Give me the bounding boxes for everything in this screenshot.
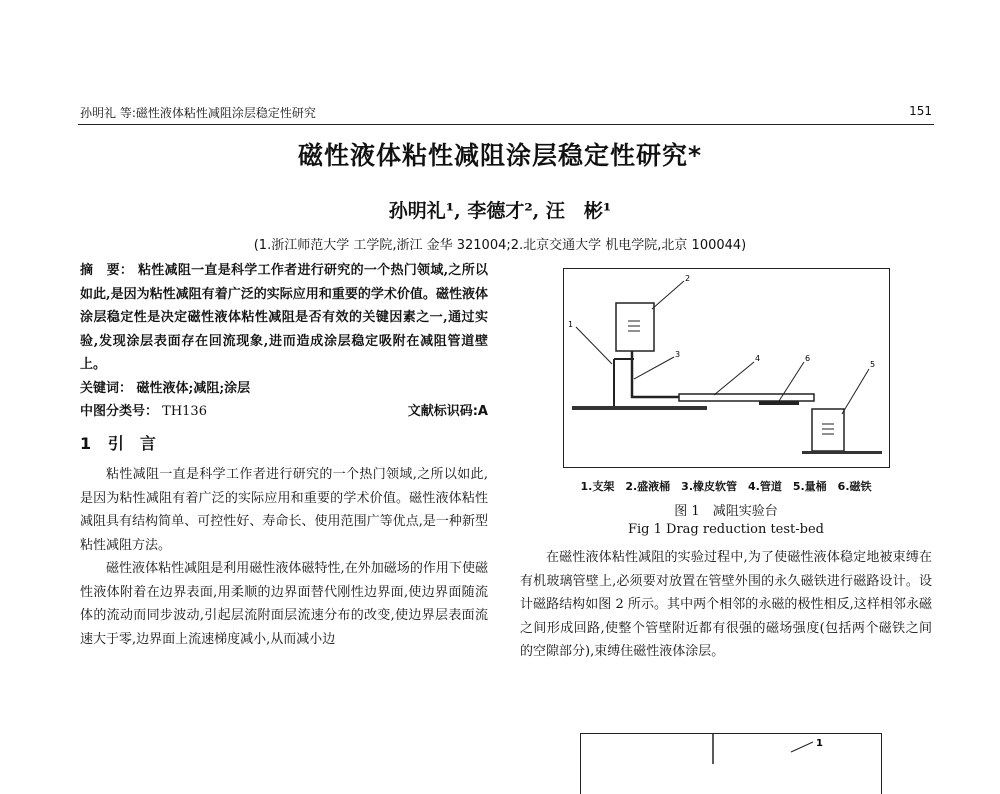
figure-label: 2 (685, 274, 691, 283)
left-column (80, 259, 488, 651)
figure-1 (563, 268, 890, 468)
affiliations: (1.浙江师范大学 工学院,浙江 金华 321004;2.北京交通大学 机电学院,北京 100044) (253, 238, 747, 253)
section-number: 1 (80, 433, 92, 453)
figure-2 (580, 733, 882, 794)
figure-label: 1 (816, 738, 823, 749)
classification-line (80, 400, 488, 424)
keywords (80, 377, 488, 401)
leader-line (652, 281, 684, 309)
abstract-text: 粘性减阻一直是科学工作者进行研究的一个热门领域,之所以如此,是因为粘性减阻有着广泛的实际应用和重要的学术价值。磁性液体涂层稳定性是决定磁性液体粘性减阻是否有效的关键因素之一,通过实验,发现涂层表面存在回流现象,进而造成涂层稳定吸附在减阻管道壁上。 (80, 263, 488, 372)
figure-label: 3 (675, 350, 681, 359)
leader-line (791, 742, 813, 752)
classification-value: TH136 (162, 404, 207, 419)
header-rule (78, 124, 934, 125)
drag-reduction-test-bed-figure (564, 269, 889, 467)
figure-label: 5 (870, 360, 876, 369)
intro-paragraph-2: 磁性液体粘性减阻是利用磁性液体磁特性,在外加磁场的作用下使磁性液体附着在边界表面,用柔顺的边界面替代刚性边界面,使边界面随流体的流动而同步波动,引起层流附面层流速分布的改变,使边界层表面流速大于零,边界面上流速梯度减小,从而减小边 (80, 561, 488, 647)
leader-line (576, 327, 612, 364)
body-paragraph: 在磁性液体粘性减阻的实验过程中,为了使磁性液体稳定地被束缚在有机玻璃管壁上,必须要对放置在管壁外围的永久磁铁进行磁路设计。设计磁路结构如图 2 所示。其中两个相邻的永磁的极性相反,这样相邻永磁之间形成回路,使整个管壁附近都有很强的磁场强度(包括两个磁铁之间的空隙部分),束缚住磁性液体涂层。 (520, 550, 932, 659)
classification-label: 中图分类号： (80, 404, 159, 419)
page-number: 151 (909, 104, 932, 118)
intro-paragraph-1: 粘性减阻一直是科学工作者进行研究的一个热门领域,之所以如此,是因为粘性减阻有着广泛的实际应用和重要的学术价值。磁性液体粘性减阻具有结构简单、可控性好、寿命长、使用范围广等优点,是一种新型粘性减阻方法。 (80, 467, 488, 553)
section-title: 引 言 (107, 433, 156, 453)
leader-line (842, 369, 869, 414)
ground-base (572, 406, 707, 410)
paper-title: 磁性液体粘性减阻涂层稳定性研究* (297, 141, 703, 170)
magnet (759, 401, 799, 405)
running-header: 孙明礼 等:磁性液体粘性减阻涂层稳定性研究 (80, 106, 316, 120)
leader-line (714, 362, 754, 395)
leader-line (634, 357, 674, 379)
abstract-label: 摘 要： (80, 263, 134, 278)
measuring-bucket (812, 409, 844, 451)
liquid-tank (616, 303, 654, 351)
figure-1-title-cn: 图 1 减阻实验台 (674, 504, 778, 519)
section-heading (80, 432, 488, 456)
authors: 孙明礼¹, 李德才², 汪 彬¹ (388, 200, 612, 222)
figure-label: 1 (568, 320, 574, 329)
figure-1-legend: 1.支架 2.盛液桶 3.橡皮软管 4.管道 5.量桶 6.磁铁 (580, 480, 872, 493)
figure-label: 6 (805, 354, 811, 363)
right-column (520, 546, 932, 664)
document-code: 文献标识码:A (407, 404, 488, 419)
abstract (80, 259, 488, 377)
figure-label: 4 (755, 354, 761, 363)
keywords-text: 磁性液体;减阻;涂层 (136, 380, 251, 396)
keywords-label: 关键词： (80, 380, 133, 396)
bucket-base (802, 451, 882, 454)
pipe (679, 394, 814, 401)
figure-1-title-en: Fig 1 Drag reduction test-bed (627, 522, 824, 537)
